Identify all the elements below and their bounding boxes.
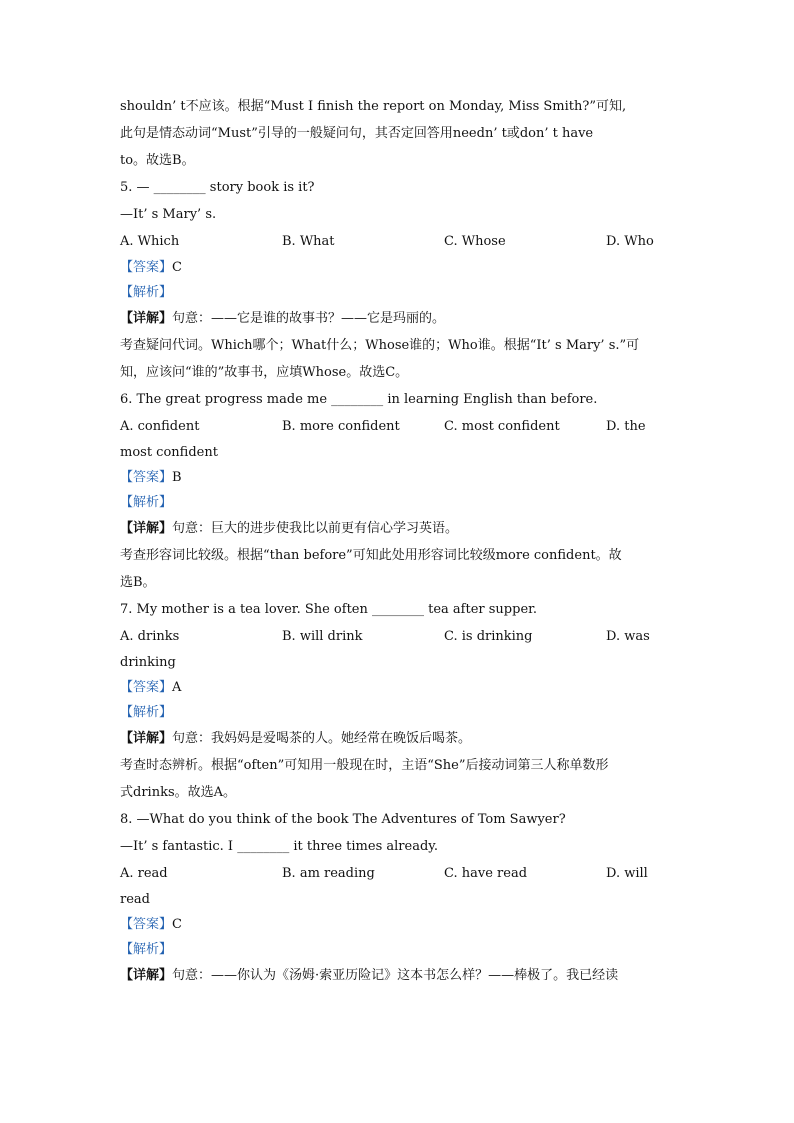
option-d: D. Who [606,234,654,249]
option-a: A. Which [120,234,180,249]
option-b: B. will drink [282,629,363,644]
detail-text: 句意：——它是谁的故事书？——它是玛丽的。 [172,311,446,326]
detail-line [120,725,680,752]
question-stem: 8. —What do you think of the book The Adventures of Tom Sawyer? [120,812,566,827]
option-c: C. have read [444,866,528,881]
option-a: A. read [120,866,168,881]
answer-label: 【答案】 [120,470,173,485]
document-body [120,93,680,989]
detail-text: 考查疑问代词。Which哪个；What什么；Whose谁的；Who谁。根据“It’ s Mary’ s.”可 [120,338,640,353]
answer-line [120,255,680,280]
options-row [120,860,680,887]
detail-text: 式drinks。故选A。 [120,785,237,800]
answer-line [120,675,680,700]
detail-text: 句意：——你认为《汤姆·索亚历险记》这本书怎么样？——棒极了。我已经读 [172,968,619,983]
option-c: C. Whose [444,234,506,249]
answer-label: 【答案】 [120,917,173,932]
detail-text: 句意：巨大的进步使我比以前更有信心学习英语。 [172,521,459,536]
options-row [120,228,680,255]
analysis-label: 【解析】 [120,285,173,300]
analysis-label: 【解析】 [120,942,173,957]
detail-line [120,962,680,989]
option-d: D. the [606,419,646,434]
option-d: D. was [606,629,650,644]
analysis-line [120,937,680,962]
option-a: A. confident [120,419,200,434]
analysis-label: 【解析】 [120,705,173,720]
question-stem: —It’ s fantastic. I ________ it three times already. [120,839,439,854]
answer-line [120,465,680,490]
detail-text: 考查形容词比较级。根据“than before”可知此处用形容词比较级more confident。故 [120,548,622,563]
detail-line [120,305,680,332]
question-stem: 6. The great progress made me ________ in learning English than before. [120,392,598,407]
continued-text-line: to。故选B。 [120,153,195,168]
question-stem: 5. — ________ story book is it? [120,180,315,195]
answer-line [120,912,680,937]
analysis-label: 【解析】 [120,495,173,510]
answer-value: B [172,470,182,485]
options-row [120,413,680,440]
detail-text: 选B。 [120,575,156,590]
detail-text: 句意：我妈妈是爱喝茶的人。她经常在晚饭后喝茶。 [172,731,472,746]
continued-text-line: shouldn’ t不应该。根据“Must I finish the report on Monday, Miss Smith?”可知, [120,99,627,114]
question-7 [120,596,680,806]
detail-label: 【详解】 [120,311,173,326]
detail-label: 【详解】 [120,731,173,746]
analysis-line [120,490,680,515]
answer-value: A [172,680,182,695]
option-overflow: drinking [120,655,176,670]
option-overflow: most confident [120,445,218,460]
detail-text: 考查时态辨析。根据“often”可知用一般现在时，主语“She”后接动词第三人称单数形 [120,758,609,773]
option-overflow: read [120,892,150,907]
options-row [120,623,680,650]
detail-text: 知，应该问“谁的”故事书，应填Whose。故选C。 [120,365,409,380]
continued-text-line: 此句是情态动词“Must”引导的一般疑问句，其否定回答用needn’ t或don’ t have [120,126,594,141]
option-b: B. What [282,234,335,249]
detail-line [120,515,680,542]
option-d: D. will [606,866,648,881]
question-8 [120,806,680,989]
question-stem: —It’ s Mary’ s. [120,207,217,222]
question-5 [120,174,680,386]
option-c: C. most confident [444,419,560,434]
option-b: B. am reading [282,866,375,881]
option-c: C. is drinking [444,629,533,644]
answer-label: 【答案】 [120,260,173,275]
option-a: A. drinks [120,629,180,644]
question-6 [120,386,680,596]
analysis-line [120,700,680,725]
option-b: B. more confident [282,419,400,434]
analysis-line [120,280,680,305]
detail-label: 【详解】 [120,521,173,536]
answer-value: C [172,917,182,932]
answer-label: 【答案】 [120,680,173,695]
detail-label: 【详解】 [120,968,173,983]
question-stem: 7. My mother is a tea lover. She often ________ tea after supper. [120,602,538,617]
answer-value: C [172,260,182,275]
